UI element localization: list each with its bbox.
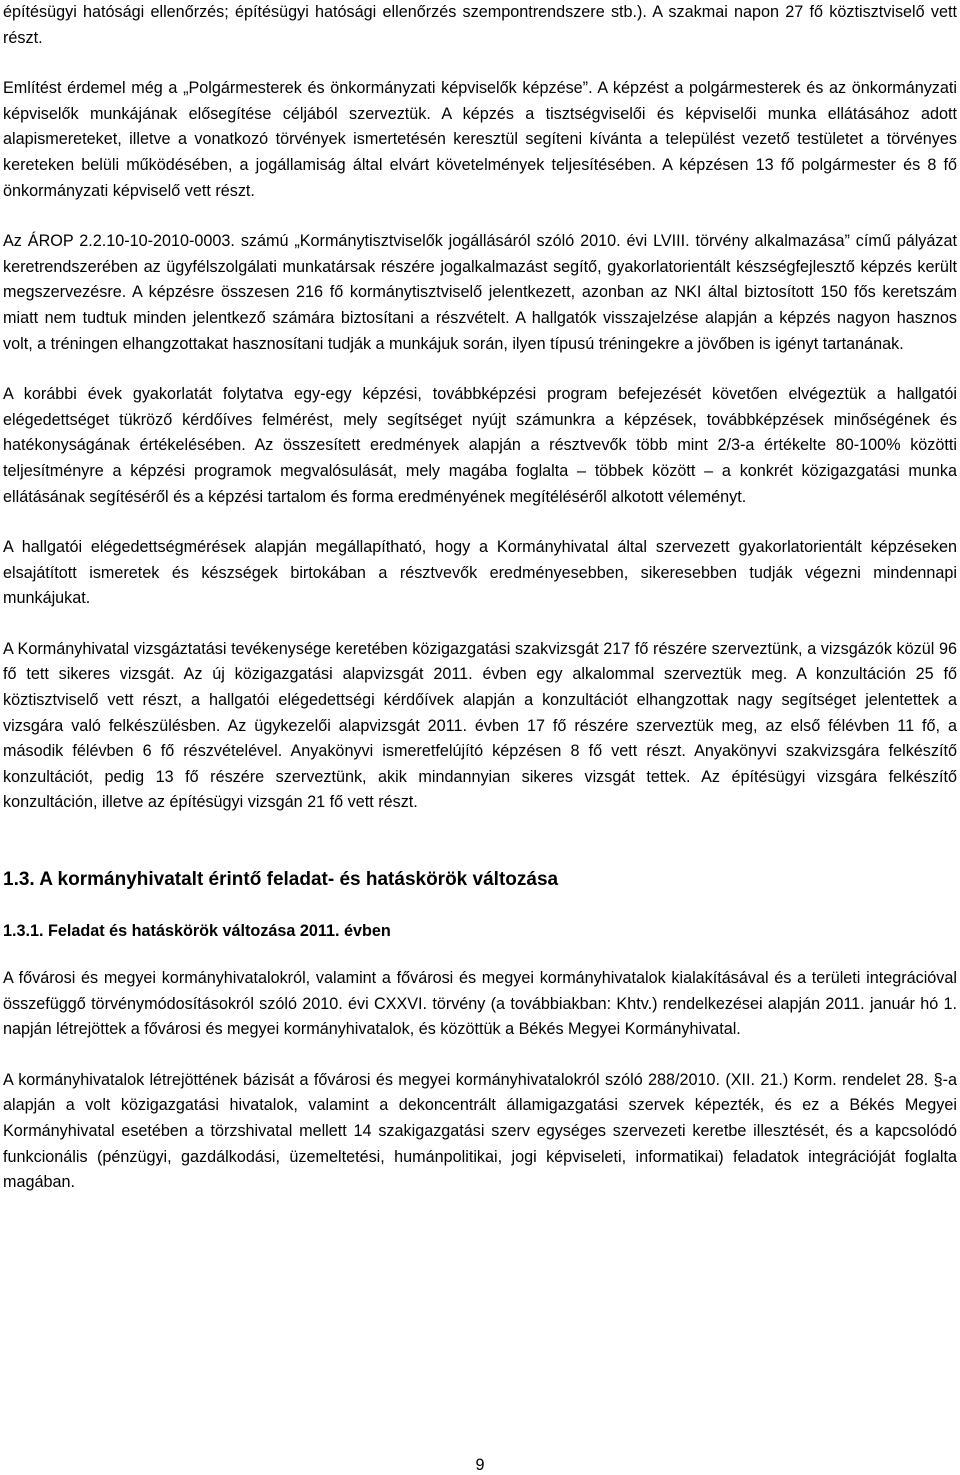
paragraph-professional-day: építésügyi hatósági ellenőrzés; építésügyi hatósági ellenőrzés szempontrendszere stb.). A szakmai napon 27 fő köztisztviselő vett részt. — [3, 3, 957, 47]
paragraph-satisfaction-survey: A korábbi évek gyakorlatát folytatva egy-egy képzési, továbbképzési program befejezését követően elvégeztük a hallgatói elégedettséget tükröző kérdőíves felmérést, mely segítséget nyújt számunkra a képzések, továbbképzések minőségének és hatékonyságának értékelésében. Az összesített eredmények alapján a résztvevők több mint 2/3-a értékelte 80-100% közötti teljesítményre a képzési programok megvalósulását, mely magába foglalta – többek között – a konkrét közigazgatási munka ellátásának segítéséről és a képzési tartalom és forma eredményének megítéléséről alkotott véleményt. — [3, 385, 957, 506]
paragraph-survey-conclusion: A hallgatói elégedettségmérések alapján megállapítható, hogy a Kormányhivatal által szervezett gyakorlatorientált képzéseken elsajátított ismeretek és készségek birtokában a résztvevők eredményesebben, sikeresebben tudják végezni mindennapi munkájukat. — [3, 538, 957, 608]
paragraph-integration: A kormányhivatalok létrejöttének bázisát a fővárosi és megyei kormányhivatalokról szóló 288/2010. (XII. 21.) Korm. rendelet 28. §-a alapján a volt közigazgatási hivatalok, valamint a dekoncentrált államigazgatási szervek képezték, és ez a Békés Megyei Kormányhivatal esetében a törzshivatal mellett 14 szakigazgatási szerv egységes szervezeti keretbe illesztését, és a kapcsolódó funkcionális (pénzügyi, gazdálkodási, üzemeltetési, humánpolitikai, jogi képviseleti, informatikai) feladatok integrációját foglalta magában. — [3, 1070, 957, 1192]
document-body — [3, 0, 957, 1196]
paragraph-mayors-training: Említést érdemel még a „Polgármesterek és önkormányzati képviselők képzése”. A képzést a polgármesterek és az önkormányzati képviselők munkájának elősegítése céljából szerveztük. A képzés a tisztségviselői és képviselői munka ellátásához adott alapismereteket, illetve a vonatkozó törvények ismertetésén keresztül segíteni kívánta a települést vezető testületet a törvényes kereteken belüli működésében, a jogállamiság által elvárt követelmények teljesítésében. A képzésen 13 fő polgármester és 8 fő önkormányzati képviselő vett részt. — [3, 79, 957, 200]
subsection-heading: 1.3.1. Feladat és hatáskörök változása 2011. évben — [3, 922, 391, 941]
paragraph-arop-training: Az ÁROP 2.2.10-10-2010-0003. számú „Kormánytisztviselők jogállásáról szóló 2010. évi LVIII. törvény alkalmazása” című pályázat keretrendszerében az ügyfélszolgálati munkatársak részére jogalkalmazást segítő, gyakorlatorientált készségfejlesztő képzés került megszervezésre. A képzésre összesen 216 fő kormánytisztviselő jelentkezett, azonban az NKI által biztosított 150 fős keretszám miatt nem tudtuk minden jelentkező számára biztosítani a részvételt. A hallgatók visszajelzése alapján a képzés nagyon hasznos volt, a tréningen elhangzottakat hasznosítani tudják a munkájuk során, ilyen típusú tréningekre a jövőben is igényt tartanának. — [3, 232, 957, 353]
paragraph-exams: A Kormányhivatal vizsgáztatási tevékenysége keretében közigazgatási szakvizsgát 217 fő részére szerveztünk, a vizsgázók közül 96 fő tett sikeres vizsgát. Az új közigazgatási alapvizsgát 2011. évben egy alkalommal szerveztük meg. A konzultáción 25 fő köztisztviselő vett részt, a hallgatói elégedettségi kérdőívek alapján a konzultációt elhangzottak nagy segítséget jelentettek a vizsgára való felkészülésben. Az ügykezelői alapvizsgát 2011. évben 17 fő részére szerveztük meg, az első félévben 11 fő, a második félévben 6 fő részvételével. Anyakönyvi ismeretfelújító képzésen 8 fő vett részt. Anyakönyvi szakvizsgára felkészítő konzultációt, pedig 13 fő részére szerveztünk, akik mindannyian sikeres vizsgát tettek. Az építésügyi vizsgára felkészítő konzultáción, illetve az építésügyi vizsgán 21 fő vett részt. — [3, 639, 957, 812]
paragraph-khtv: A fővárosi és megyei kormányhivatalokról, valamint a fővárosi és megyei kormányhivatalok kialakításával és a területi integrációval összefüggő törvénymódosításokról szóló 2010. évi CXXVI. törvény (a továbbiakban: Khtv.) rendelkezései alapján 2011. január hó 1. napján létrejöttek a fővárosi és megyei kormányhivatalok, és közöttük a Békés Megyei Kormányhivatal. — [3, 969, 957, 1039]
page-number: 9 — [475, 1456, 485, 1474]
section-heading: 1.3. A kormányhivatalt érintő feladat- és hatáskörök változása — [3, 869, 559, 891]
